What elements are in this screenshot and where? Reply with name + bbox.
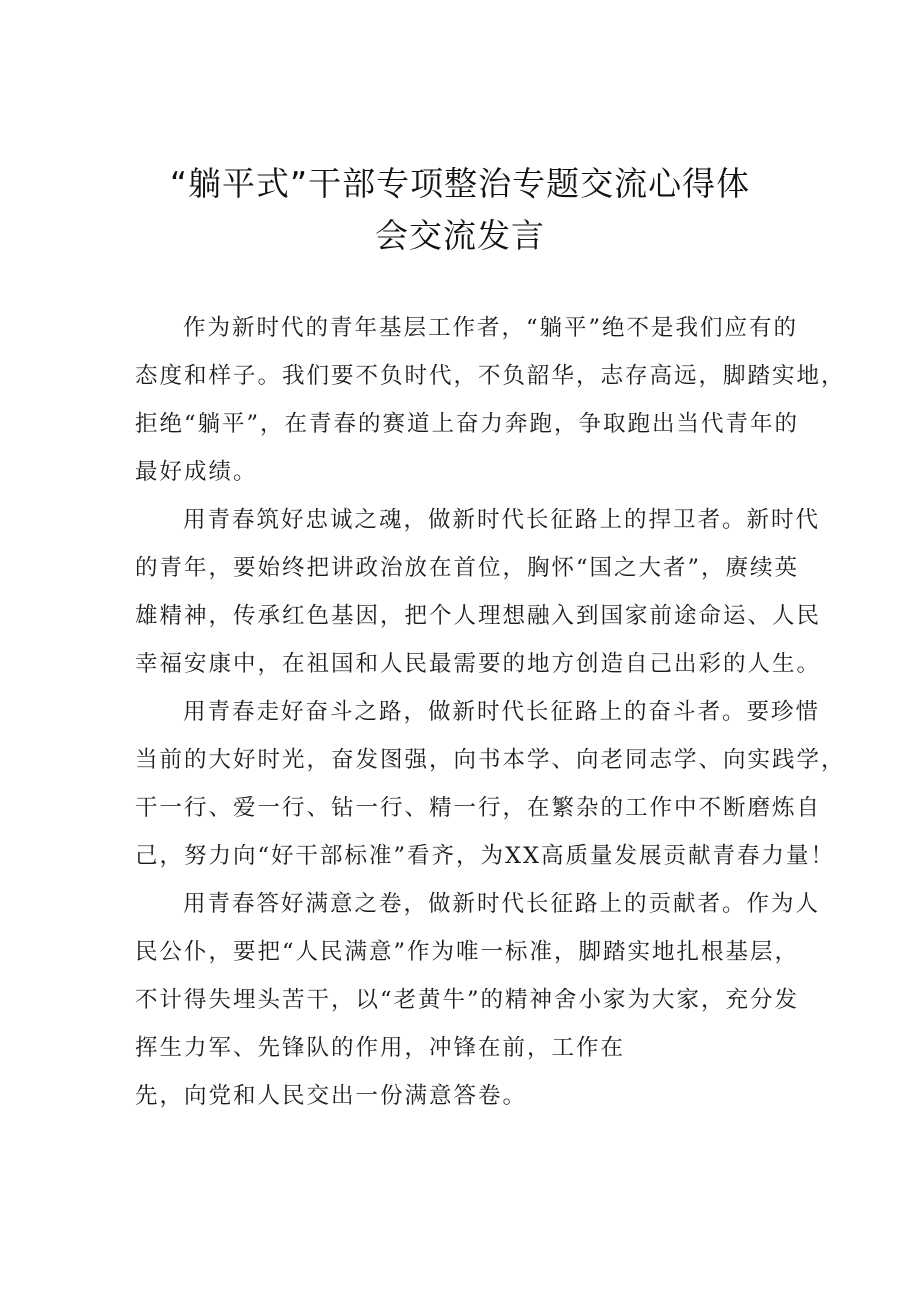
document-title-line-1: “躺平式”干部专项整治专题交流心得体 [169,164,751,203]
paragraph-line: 拒绝“躺平”，在青春的赛道上奋力奔跑，争取跑出当代青年的 [135,411,800,437]
paragraph-line: 作为新时代的青年基层工作者，“躺平”绝不是我们应有的 [183,315,799,341]
paragraph-3 [135,688,846,880]
paragraph-line: 先，向党和人民交出一份满意答卷。 [135,1083,528,1109]
paragraph-line: 态度和样子。我们要不负时代，不负韶华，志存高远，脚踏实地， [135,363,846,389]
paragraph-line: 用青春走好奋斗之路，做新时代长征路上的奋斗者。要珍惜 [183,699,821,725]
paragraph-5 [135,1072,795,1120]
paragraph-1 [135,304,846,496]
paragraph-line: 民公仆，要把“人民满意”作为唯一标准，脚踏实地扎根基层， [135,939,800,965]
paragraph-line: 用青春筑好忠诚之魂，做新时代长征路上的捍卫者。新时代 [183,507,821,533]
paragraph-line: 当前的大好时光，奋发图强，向书本学、向老同志学、向实践学， [135,747,846,773]
paragraph-4 [135,880,821,1072]
paragraph-line: 挥生力军、先锋队的作用，冲锋在前，工作在 [135,1035,626,1061]
document-title-line-2: 会交流发言 [375,216,545,255]
paragraph-line: 不计得失埋头苦干，以“老黄牛”的精神舍小家为大家，充分发 [135,987,800,1013]
paragraph-line: 幸福安康中，在祖国和人民最需要的地方创造自己出彩的人生。 [135,651,822,677]
paragraph-line: 用青春答好满意之卷，做新时代长征路上的贡献者。作为人 [183,891,821,917]
paragraph-line: 干一行、爱一行、钻一行、精一行，在繁杂的工作中不断磨炼自 [135,795,822,821]
paragraph-line: 己，努力向“好干部标准”看齐，为XX高质量发展贡献青春力量！ [135,843,836,869]
paragraph-line: 最好成绩。 [135,459,258,485]
paragraph-line: 的青年，要始终把讲政治放在首位，胸怀“国之大者”，赓续英 [135,555,800,581]
paragraph-2 [135,496,822,688]
paragraph-line: 雄精神，传承红色基因，把个人理想融入到国家前途命运、人民 [135,603,822,629]
